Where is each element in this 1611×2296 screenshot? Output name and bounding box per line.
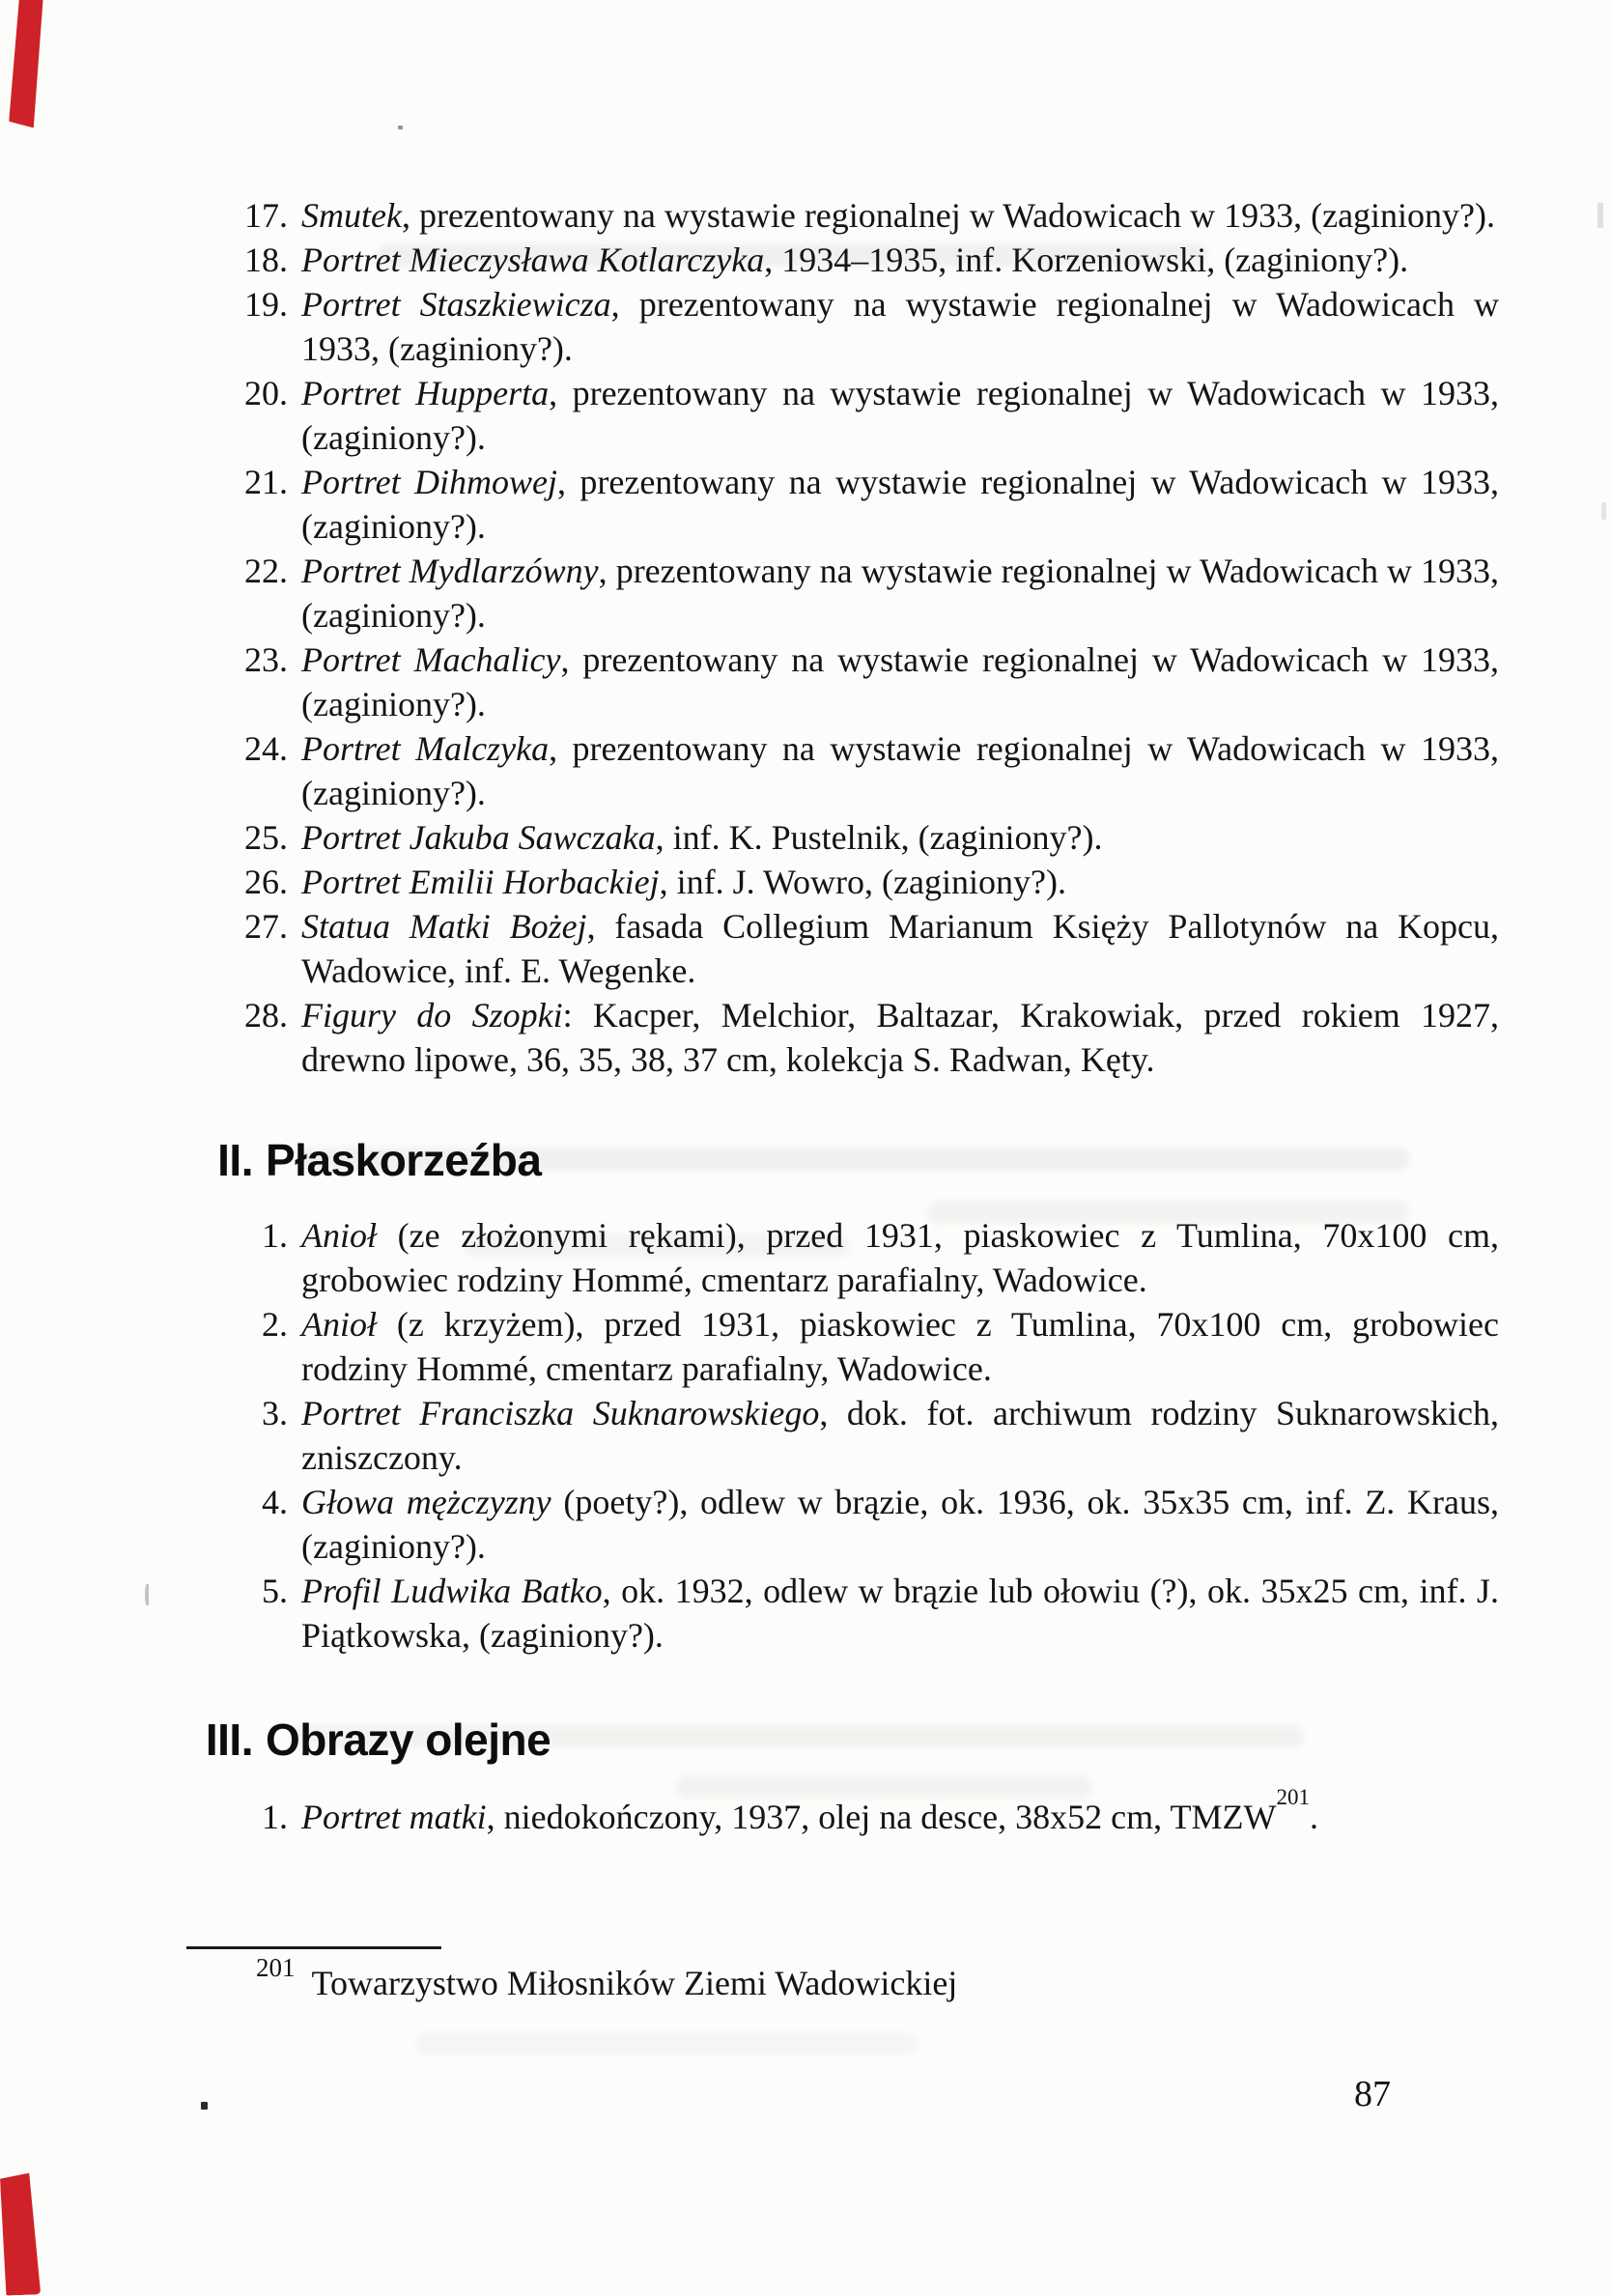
- list-item: [222, 904, 1507, 993]
- item-description: , 1934–1935, inf. Korzeniowski, (zaginiony?).: [764, 241, 1409, 279]
- item-tail: .: [1309, 1798, 1318, 1836]
- item-number: 4.: [262, 1483, 288, 1521]
- item-number: 24.: [244, 729, 288, 768]
- list-item: [222, 993, 1507, 1082]
- item-number: 22.: [244, 552, 288, 590]
- catalogue-list: [222, 193, 1507, 1082]
- artwork-title: Portret Hupperta: [301, 374, 550, 412]
- item-description: , prezentowany na wystawie regionalnej w Wadowicach w 1933, (zaginiony?).: [401, 196, 1496, 235]
- footnote: [256, 1953, 958, 2005]
- scan-red-mark-bottom-left-icon: [0, 2172, 41, 2295]
- artwork-title: Portret Dihmowej: [301, 463, 558, 501]
- item-description: , inf. J. Wowro, (zaginiony?).: [659, 863, 1066, 901]
- artwork-title: Portret Malczyka: [301, 729, 550, 768]
- item-entry-text: [301, 1391, 1499, 1480]
- list-item: [222, 282, 1507, 371]
- artwork-title: Portret Emilii Horbackiej: [301, 863, 660, 901]
- item-number: 23.: [244, 640, 288, 679]
- artwork-title: Portret Mydlarzówny: [301, 552, 599, 590]
- item-number: 1.: [262, 1216, 288, 1255]
- item-description: , prezentowany na wystawie regionalnej w Wadowicach w 1933, (zaginiony?).: [301, 640, 1499, 723]
- item-number: 20.: [244, 374, 288, 412]
- artwork-title: Portret Jakuba Sawczaka: [301, 818, 656, 857]
- section-heading-label: Obrazy olejne: [266, 1715, 551, 1765]
- item-description: (ze złożonymi rękami), przed 1931, piaskowiec z Tumlina, 70x100 cm, grobowiec rodziny Hommé, cmentarz parafialny, Wadowice.: [301, 1216, 1499, 1299]
- item-description: , prezentowany na wystawie regionalnej w Wadowicach w 1933, (zaginiony?).: [301, 285, 1499, 368]
- item-description: , fasada Collegium Marianum Księży Pallotynów na Kopcu, Wadowice, inf. E. Wegenke.: [301, 907, 1499, 990]
- artwork-title: Anioł: [301, 1216, 377, 1255]
- artwork-title: Profil Ludwika Batko: [301, 1572, 603, 1610]
- section-heading-label: Płaskorzeźba: [266, 1135, 542, 1185]
- item-number: 27.: [244, 907, 288, 946]
- section-heading: [169, 1715, 1507, 1764]
- scan-speck: [1601, 502, 1606, 520]
- item-number: 18.: [244, 241, 288, 279]
- scan-speck: [1597, 203, 1603, 228]
- item-number: 28.: [244, 996, 288, 1035]
- item-number: 5.: [262, 1572, 288, 1610]
- item-description: , prezentowany na wystawie regionalnej w Wadowicach w 1933, (zaginiony?).: [301, 374, 1499, 457]
- item-entry-text: [301, 282, 1499, 371]
- item-description: , prezentowany na wystawie regionalnej w Wadowicach w 1933, (zaginiony?).: [301, 552, 1499, 635]
- footnote-text: Towarzystwo Miłosników Ziemi Wadowickiej: [311, 1964, 958, 2002]
- item-description: , prezentowany na wystawie regionalnej w Wadowicach w 1933, (zaginiony?).: [301, 729, 1500, 812]
- section-heading: [169, 1136, 1507, 1184]
- scan-speck: [398, 126, 403, 129]
- list-item: [222, 1480, 1507, 1569]
- item-entry-text: [301, 193, 1499, 238]
- page-number: 87: [1354, 2074, 1391, 2114]
- item-number: 17.: [244, 196, 288, 235]
- catalogue-list: [222, 1213, 1507, 1658]
- artwork-title: Głowa mężczyzny: [301, 1483, 551, 1521]
- list-item: [222, 1213, 1507, 1302]
- list-item: [222, 726, 1507, 815]
- item-description: , inf. K. Pustelnik, (zaginiony?).: [655, 818, 1103, 857]
- list-item: [222, 815, 1507, 860]
- item-entry-text: [301, 460, 1499, 549]
- item-entry-text: [301, 1569, 1499, 1658]
- section-heading-numeral: II.: [217, 1135, 253, 1185]
- item-number: 25.: [244, 818, 288, 857]
- item-entry-text: [301, 904, 1499, 993]
- list-item: [222, 1302, 1507, 1391]
- item-entry-text: [301, 549, 1499, 638]
- section-heading-numeral: III.: [205, 1715, 253, 1765]
- list-item: [222, 238, 1507, 282]
- scan-speck: [201, 2102, 208, 2110]
- list-item: [222, 460, 1507, 549]
- artwork-title: Figury do Szopki: [301, 996, 563, 1035]
- list-item: [222, 1391, 1507, 1480]
- item-entry-text: [301, 1302, 1499, 1391]
- section-continued-list: [222, 193, 1507, 1082]
- item-description: , ok. 1932, odlew w brązie lub ołowiu (?), ok. 35x25 cm, inf. J. Piątkowska, (zaginiony?).: [301, 1572, 1499, 1655]
- scan-speck: [145, 1584, 149, 1605]
- item-entry-text: [301, 860, 1499, 904]
- item-description: , prezentowany na wystawie regionalnej w Wadowicach w 1933, (zaginiony?).: [301, 463, 1499, 546]
- item-number: 21.: [244, 463, 288, 501]
- item-number: 26.: [244, 863, 288, 901]
- item-number: 2.: [262, 1305, 288, 1344]
- artwork-title: Portret Staszkiewicza: [301, 285, 611, 324]
- showthrough-ghost-text: [415, 2032, 918, 2055]
- scan-red-mark-top-left-icon: [9, 0, 43, 128]
- list-item: [222, 193, 1507, 238]
- catalogue-text-block: [205, 193, 1507, 1839]
- list-item: [222, 860, 1507, 904]
- item-entry-text: [301, 1785, 1499, 1839]
- artwork-title: Portret Mieczysława Kotlarczyka: [301, 241, 765, 279]
- footnote-marker: 201: [256, 1953, 296, 1982]
- item-entry-text: [301, 238, 1499, 282]
- list-item: [222, 1569, 1507, 1658]
- artwork-title: Portret Machalicy: [301, 640, 561, 679]
- item-entry-text: [301, 638, 1499, 726]
- footnote-separator-line: [186, 1946, 441, 1949]
- artwork-title: Anioł: [301, 1305, 377, 1344]
- item-number: 19.: [244, 285, 288, 324]
- artwork-title: Statua Matki Bożej: [301, 907, 587, 946]
- item-number: 1.: [262, 1798, 288, 1836]
- item-entry-text: [301, 726, 1499, 815]
- artwork-title: Portret matki: [301, 1798, 487, 1836]
- item-entry-text: [301, 371, 1499, 460]
- section-III: [205, 1715, 1507, 1839]
- list-item: [222, 371, 1507, 460]
- item-number: 3.: [262, 1394, 288, 1432]
- item-description: , dok. fot. archiwum rodziny Suknarowskich, zniszczony.: [301, 1394, 1499, 1477]
- item-entry-text: [301, 1480, 1499, 1569]
- item-entry-text: [301, 1213, 1499, 1302]
- item-description: : Kacper, Melchior, Baltazar, Krakowiak, przed rokiem 1927, drewno lipowe, 36, 35, 38, 37 cm, kolekcja S. Radwan, Kęty.: [301, 996, 1499, 1079]
- item-entry-text: [301, 815, 1499, 860]
- list-item: [222, 1785, 1507, 1839]
- catalogue-list: [222, 1785, 1507, 1839]
- section-II: [217, 1135, 1507, 1658]
- item-description: , niedokończony, 1937, olej na desce, 38x52 cm, TMZW: [486, 1798, 1277, 1836]
- item-description: (poety?), odlew w brązie, ok. 1936, ok. 35x35 cm, inf. Z. Kraus, (zaginiony?).: [301, 1483, 1499, 1566]
- item-description: (z krzyżem), przed 1931, piaskowiec z Tumlina, 70x100 cm, grobowiec rodziny Hommé, cmentarz parafialny, Wadowice.: [301, 1305, 1499, 1388]
- artwork-title: Smutek: [301, 196, 402, 235]
- list-item: [222, 638, 1507, 726]
- footnote-reference: 201: [1276, 1785, 1310, 1809]
- artwork-title: Portret Franciszka Suknarowskiego: [301, 1394, 820, 1432]
- list-item: [222, 549, 1507, 638]
- item-entry-text: [301, 993, 1499, 1082]
